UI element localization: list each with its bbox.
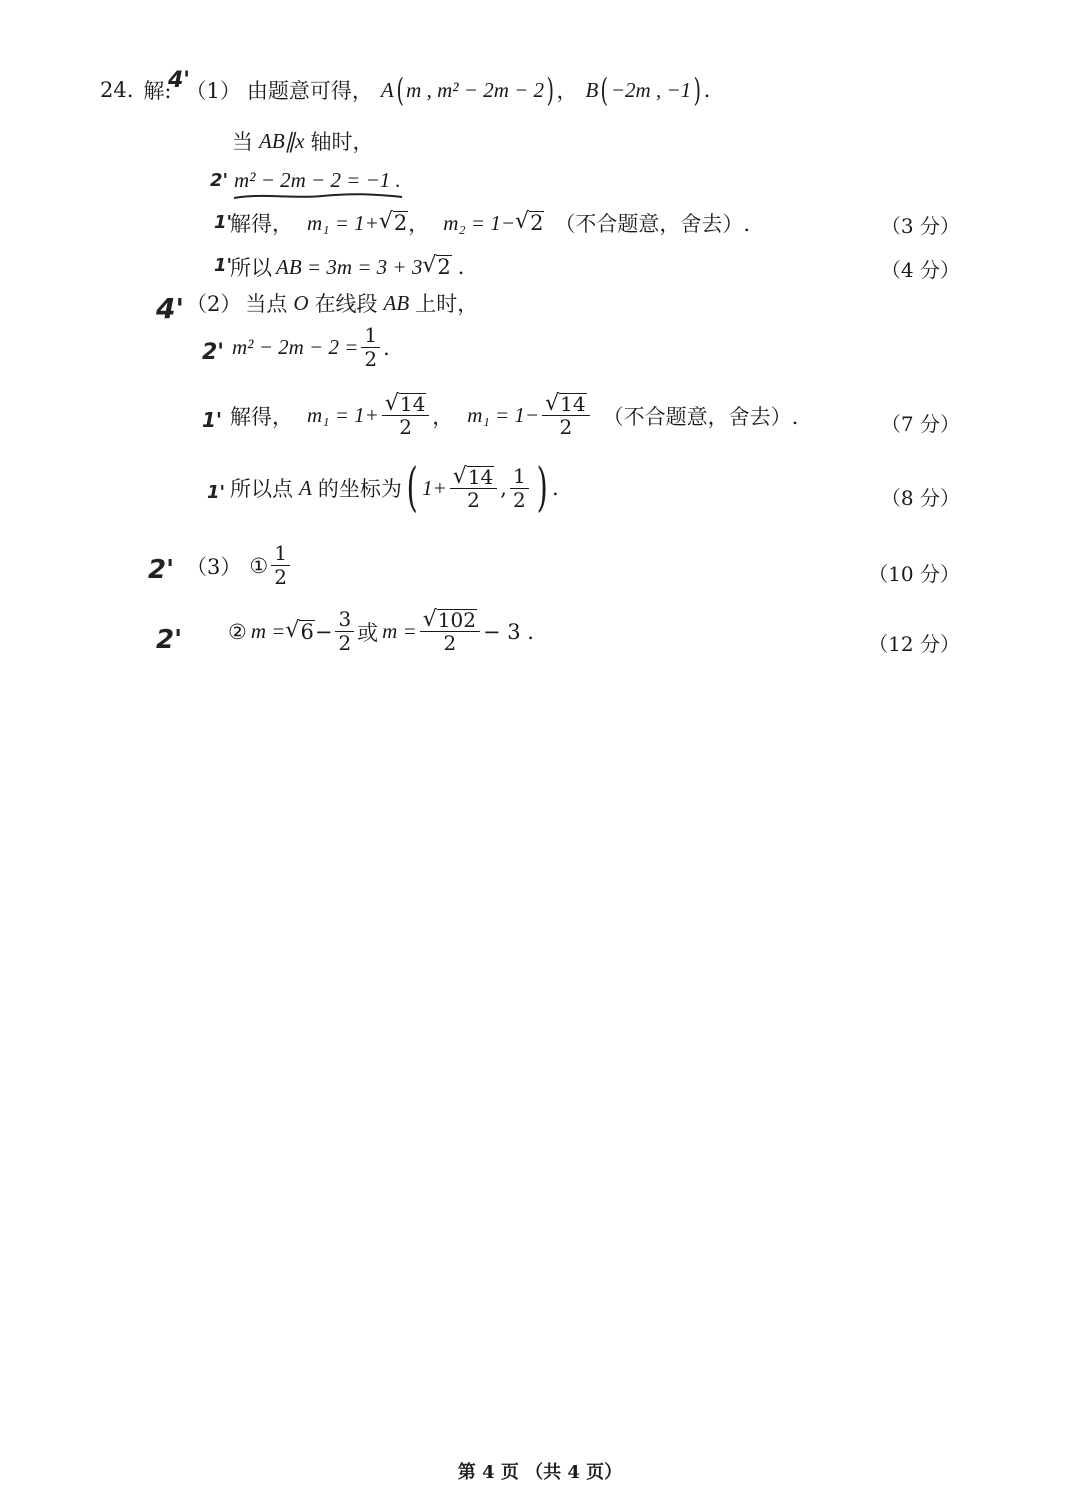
- part1-equation-line: [234, 168, 401, 193]
- score-10: （10 分）: [868, 562, 960, 586]
- sol2: m₂ = 1−: [443, 210, 516, 235]
- part2-solution-line: [230, 392, 798, 439]
- solve-text: 解得，: [230, 212, 293, 236]
- coord-one: 1+: [422, 475, 447, 500]
- item2-pre: m =: [250, 619, 286, 643]
- condition-o: O: [293, 290, 309, 315]
- frac-num: √ 102: [420, 608, 480, 632]
- result-post: .: [552, 476, 559, 500]
- handwritten-mark: 2': [202, 340, 225, 365]
- sep: ，: [432, 404, 454, 429]
- result-expr: AB = 3m = 3 + 3: [276, 254, 423, 279]
- coord-comma: ,: [500, 476, 507, 500]
- sep: ，: [408, 212, 430, 236]
- period: .: [703, 78, 711, 102]
- close-paren: ): [546, 71, 555, 109]
- condition-pre: 当: [232, 130, 253, 154]
- problem-number: 24.: [100, 78, 134, 102]
- frac-den: 2: [364, 347, 378, 371]
- sol1: m₁ = 1+: [307, 210, 379, 235]
- item1-mark: ①: [249, 553, 269, 578]
- frac-den: 2: [399, 415, 412, 439]
- fraction: [450, 465, 497, 512]
- part1-intro-line: [100, 71, 711, 109]
- fraction: [420, 608, 480, 655]
- result-post: .: [457, 255, 465, 279]
- handwritten-mark: 1': [214, 255, 233, 276]
- result-pre: 所以点: [230, 477, 293, 501]
- equation-end: .: [383, 335, 390, 360]
- fraction: [382, 392, 429, 439]
- frac-den: 2: [512, 487, 526, 512]
- part3-item1-line: [186, 542, 293, 589]
- result-root: 2: [437, 255, 451, 280]
- point-b-name: B: [585, 77, 599, 102]
- point-a-coords: m , m² − 2m − 2: [406, 77, 545, 102]
- sol2-root: 2: [530, 211, 544, 236]
- handwritten-mark: 4': [156, 292, 185, 325]
- score-7: （7 分）: [880, 412, 960, 436]
- item2-minus: −: [314, 619, 333, 644]
- fraction: [335, 608, 354, 655]
- frac-num: √ 14: [382, 392, 429, 416]
- item2-pre2: m =: [382, 619, 417, 643]
- handwritten-mark: 2': [148, 555, 175, 585]
- point-a-name: A: [380, 77, 394, 102]
- reject-note: （不合题意，舍去）.: [602, 404, 799, 429]
- page-footer: 第 4 页 （共 4 页）: [457, 1462, 623, 1483]
- item2-mark: ②: [228, 619, 247, 644]
- result-mid: 的坐标为: [317, 477, 402, 501]
- sol2-root: 14: [560, 392, 586, 416]
- frac-den: 2: [559, 415, 573, 439]
- condition-ab: AB∥x: [259, 128, 305, 153]
- frac-num: 1: [271, 542, 290, 566]
- sqrt: √ 2: [422, 253, 451, 280]
- part1-condition-line: [232, 126, 373, 156]
- handwritten-mark: 4': [168, 68, 191, 93]
- comma: ，: [556, 79, 578, 103]
- sqrt: √ 2: [515, 209, 544, 236]
- item2-root: 6: [300, 619, 314, 644]
- fraction: [361, 324, 380, 371]
- handwritten-mark: 1': [207, 482, 226, 503]
- open-paren: (: [600, 71, 609, 109]
- condition-ab: AB: [383, 290, 410, 315]
- solve-label: 解:: [143, 79, 172, 103]
- part1-equation: m² − 2m − 2 = −1 .: [234, 168, 401, 192]
- part1-result-line: [230, 252, 464, 282]
- handwritten-mark: 1': [202, 408, 223, 432]
- handwritten-mark: 2': [156, 625, 183, 655]
- handwritten-mark: 2': [210, 170, 229, 191]
- frac-num: 1: [510, 465, 529, 489]
- item2-or: 或: [357, 620, 379, 645]
- sol1-root: 2: [393, 211, 408, 236]
- close-paren: ): [536, 458, 548, 518]
- frac-num: √ 14: [450, 465, 497, 489]
- part3-item2-line: [228, 608, 534, 655]
- condition-pre: 当点: [245, 292, 288, 316]
- sqrt: √ 2: [378, 209, 408, 236]
- reject-note: （不合题意，舍去）.: [554, 212, 751, 236]
- equation-lhs: m² − 2m − 2 =: [232, 335, 359, 359]
- result-a: A: [299, 475, 312, 500]
- part2-condition-line: [186, 288, 478, 318]
- frac-den: 2: [467, 487, 480, 512]
- fraction: [271, 542, 290, 589]
- part2-result-line: [230, 458, 559, 518]
- frac-den: 2: [443, 631, 457, 655]
- fraction: [510, 465, 529, 512]
- part1-label: （1）: [185, 79, 241, 103]
- close-paren: ): [693, 71, 702, 109]
- item2-root2: 102: [437, 608, 476, 632]
- frac-den: 2: [338, 631, 352, 655]
- frac-num: 1: [361, 324, 380, 348]
- sol1-root: 14: [399, 392, 426, 416]
- condition-post: 轴时，: [310, 130, 374, 154]
- part3-label: （3）: [186, 554, 242, 579]
- score-12: （12 分）: [868, 632, 960, 656]
- handwritten-mark: 1': [214, 212, 233, 233]
- solve-text: 解得，: [230, 404, 293, 429]
- condition-mid: 在线段: [314, 292, 378, 316]
- score-3: （3 分）: [880, 214, 960, 238]
- item2-end: − 3 .: [482, 619, 534, 644]
- point-b-coords: −2m , −1: [610, 77, 692, 102]
- part1-solution-line: [230, 208, 750, 238]
- sqrt: √ 6: [285, 617, 314, 644]
- part1-intro: 由题意可得，: [246, 79, 373, 103]
- result-pre: 所以: [230, 256, 272, 280]
- condition-post: 上时，: [415, 292, 479, 316]
- sol2-pre: m₁ = 1−: [467, 403, 540, 427]
- frac-den: 2: [274, 565, 287, 589]
- fraction: [542, 392, 589, 439]
- score-8: （8 分）: [880, 486, 960, 510]
- part2-label: （2）: [186, 292, 242, 316]
- score-4: （4 分）: [880, 258, 960, 282]
- open-paren: (: [406, 458, 418, 518]
- open-paren: (: [396, 71, 404, 109]
- coord-root: 14: [467, 464, 494, 489]
- frac-num: √ 14: [542, 392, 589, 416]
- part2-equation-line: [232, 324, 390, 371]
- frac-num: 3: [335, 608, 354, 632]
- sol1-pre: m₁ = 1+: [307, 403, 379, 427]
